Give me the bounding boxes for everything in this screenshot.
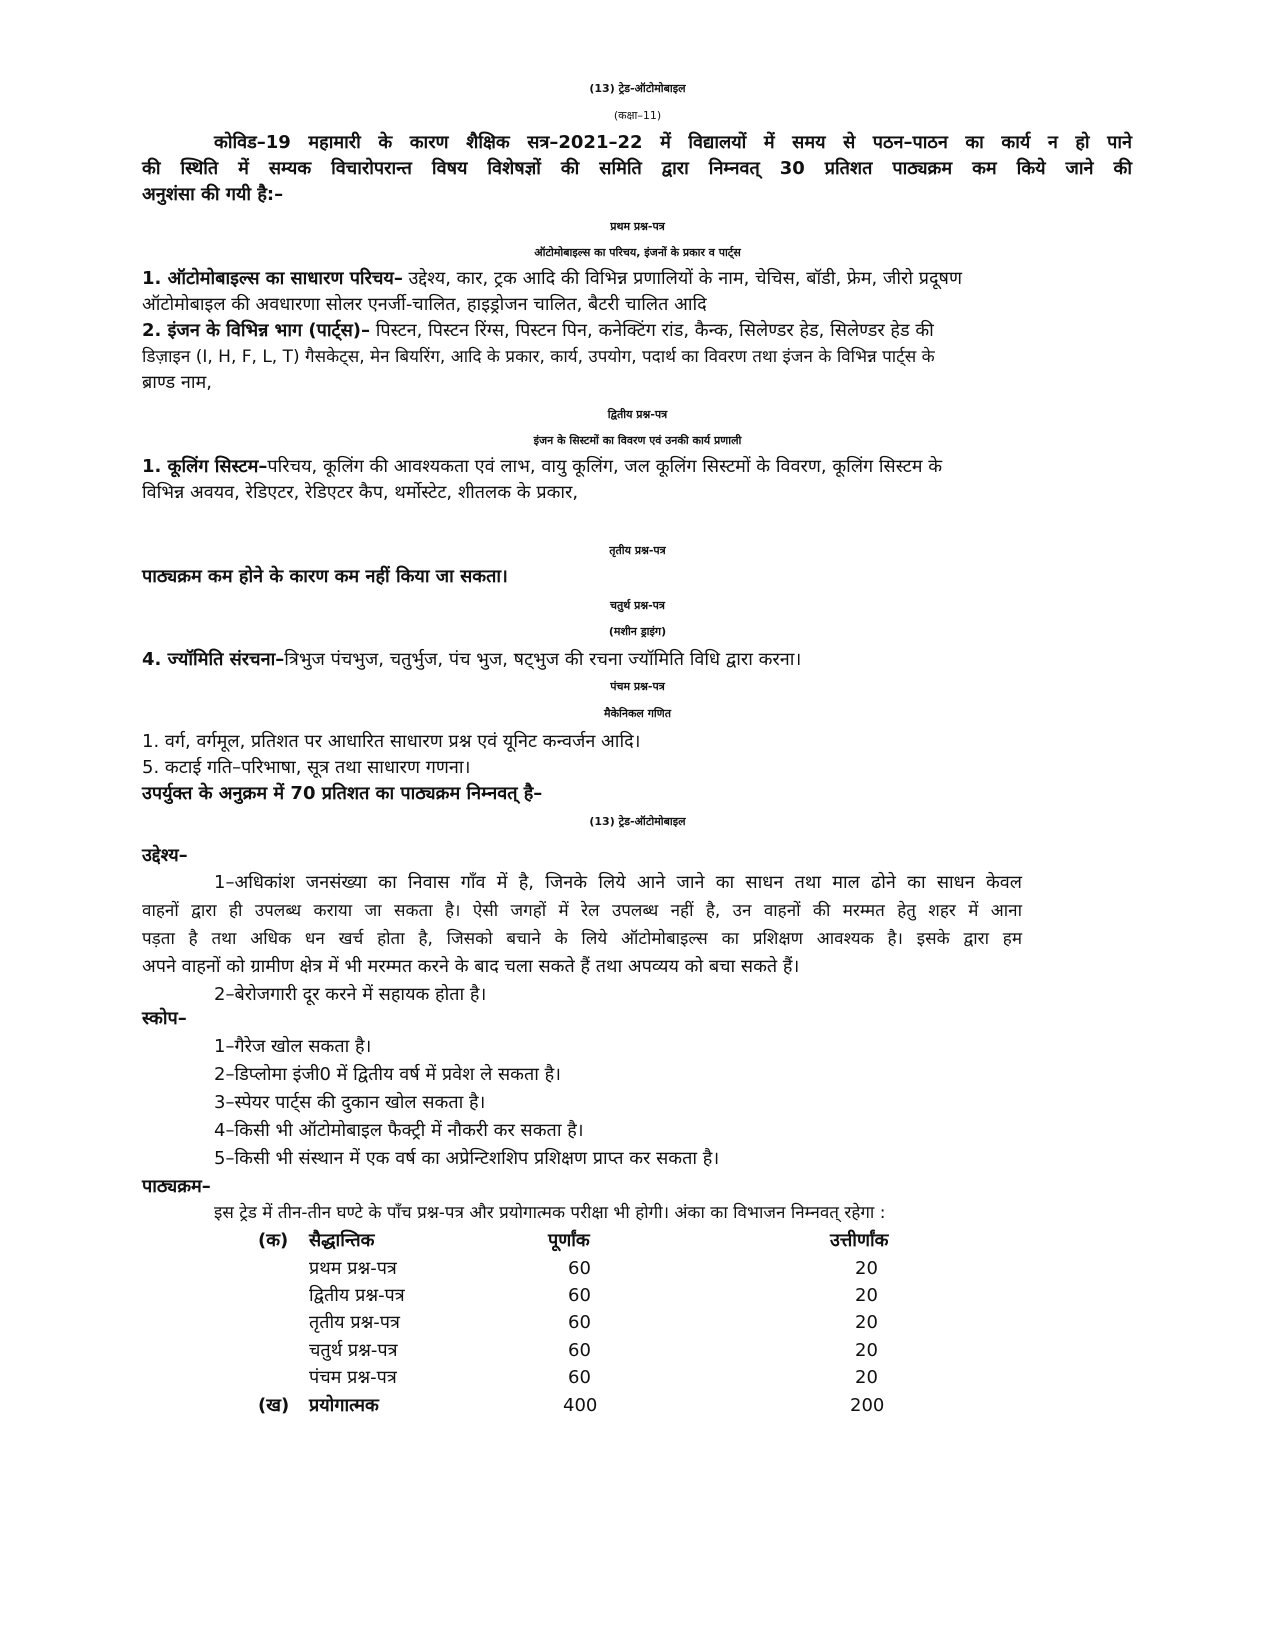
class-label: (कक्षा–11)	[613, 109, 662, 122]
scope-item: 3–स्पेयर पार्ट्स की दुकान खोल सकता है।	[214, 1092, 486, 1113]
column-header-pass-marks: उत्तीर्णांक	[830, 1230, 889, 1251]
scope-item: 4–किसी भी ऑटोमोबाइल फैक्ट्री में नौकरी कर सकता है।	[214, 1120, 584, 1141]
syllabus-intro: इस ट्रेड में तीन-तीन घण्टे के पाँच प्रश्न-पत्र और प्रयोगात्मक परीक्षा भी होगी। अंका का विभाजन निम्नवत् रहेगा :	[214, 1203, 886, 1223]
objective-line-3: पड़ता है तथा अधिक धन खर्च होता है, जिसको बचाने के लिये ऑटोमोबाइल्स का प्रशिक्षण आवश्यक है। इसके द्वारा हम	[142, 929, 1022, 949]
objective-line-4: अपने वाहनों को ग्रामीण क्षेत्र में भी मरम्मत करने के बाद चला सकते हैं तथा अपव्यय को बचा सकते हैं।	[142, 956, 800, 977]
objective-label: उद्देश्य–	[142, 845, 188, 866]
row-name: तृतीय प्रश्न-पत्र	[309, 1312, 400, 1333]
practical-pass-marks: 200	[850, 1395, 885, 1416]
paper3-heading: तृतीय प्रश्न-पत्र	[609, 544, 666, 557]
row-pass-marks: 20	[855, 1367, 878, 1388]
objective-line-2: वाहनों द्वारा ही उपलब्ध कराया जा सकता है। ऐसी जगहों में रेल उपलब्ध नहीं है, उन वाहनों की मरम्मत हेतु शहर में आना	[142, 901, 1022, 921]
row-full-marks: 60	[568, 1340, 591, 1361]
objective-point-2: 2–बेरोजगारी दूर करने में सहायक होता है।	[214, 984, 487, 1005]
paper2-heading: द्वितीय प्रश्न-पत्र	[607, 408, 668, 421]
row-full-marks: 60	[568, 1367, 591, 1388]
seventy-percent-note: उपर्युक्त के अनुक्रम में 70 प्रतिशत का पाठ्यक्रम निम्नवत् है–	[142, 783, 543, 804]
page-title: (13) ट्रेड-ऑटोमोबाइल	[589, 82, 686, 95]
paper2-subheading: इंजन के सिस्टमों का विवरण एवं उनकी कार्य प्रणाली	[533, 434, 742, 447]
paper5-item1: 1. वर्ग, वर्गमूल, प्रतिशत पर आधारित साधारण प्रश्न एवं यूनिट कन्वर्जन आदि।	[142, 731, 641, 752]
intro-line-1: कोविड–19 महामारी के कारण शैक्षिक सत्र–2021–22 में विद्यालयों में समय से पठन–पाठन का कार्य न हो पाने	[214, 132, 1132, 153]
paper2-item1-label: 1. कूलिंग सिस्टम–	[142, 456, 268, 477]
paper1-item2-text: पिस्टन, पिस्टन रिंग्स, पिस्टन पिन, कनेक्टिंग रांड, कैन्क, सिलेण्डर हेड, सिलेण्डर हेड की	[369, 320, 934, 341]
paper4-item-label: 4. ज्यॉमिति संरचना–	[142, 649, 285, 670]
scope-item: 2–डिप्लोमा इंजी0 में द्वितीय वर्ष में प्रवेश ले सकता है।	[214, 1064, 562, 1085]
row-pass-marks: 20	[855, 1312, 878, 1333]
paper1-item1-label: 1. ऑटोमोबाइल्स का साधारण परिचय–	[142, 268, 403, 289]
intro-line-3: अनुशंसा की गयी है:–	[142, 184, 284, 205]
row-pass-marks: 20	[855, 1258, 878, 1279]
paper3-note: पाठ्यक्रम कम होने के कारण कम नहीं किया जा सकता।	[142, 566, 508, 587]
paper1-item2	[142, 318, 934, 344]
scope-label: स्कोप–	[142, 1008, 187, 1029]
marker-b: (ख)	[258, 1395, 290, 1416]
paper2-item1	[142, 454, 942, 480]
paper2-item1-line2: विभिन्न अवयव, रेडिएटर, रेडिएटर कैप, थर्मोस्टेट, शीतलक के प्रकार,	[142, 482, 579, 503]
paper1-item1	[142, 266, 962, 292]
paper1-item2-label: 2. इंजन के विभिन्न भाग (पार्ट्स)–	[142, 320, 370, 341]
paper5-heading: पंचम प्रश्न-पत्र	[610, 680, 665, 693]
column-header-theory: सैद्धान्तिक	[309, 1230, 375, 1251]
scope-item: 5–किसी भी संस्थान में एक वर्ष का अप्रेन्टिशशिप प्रशिक्षण प्राप्त कर सकता है।	[214, 1148, 720, 1169]
column-header-full-marks: पूर्णांक	[548, 1230, 590, 1251]
paper1-item1-line2: ऑटोमोबाइल की अवधारणा सोलर एनर्जी-चालित, हाइड्रोजन चालित, बैटरी चालित आदि	[142, 294, 707, 315]
paper1-item2-line2: डिज़ाइन (I, H, F, L, T) गैसकेट्स, मेन बियरिंग, आदि के प्रकार, कार्य, उपयोग, पदार्थ का विवरण तथा इंजन के विभिन्न पार्ट्स के	[142, 347, 935, 367]
paper2-item1-text: परिचय, कूलिंग की आवश्यकता एवं लाभ, वायु कूलिंग, जल कूलिंग सिस्टमों के विवरण, कूलिंग सिस्टम के	[267, 456, 943, 477]
paper4-item-text: त्रिभुज पंचभुज, चतुर्भुज, पंच भुज, षट्भुज की रचना ज्यॉमिति विधि द्वारा करना।	[284, 649, 802, 670]
objective-line-1: 1–अधिकांश जनसंख्या का निवास गाँव में है, जिनके लिये आने जाने का साधन तथा माल ढोने का साधन केवल	[214, 872, 1022, 893]
row-name: प्रथम प्रश्न-पत्र	[309, 1258, 397, 1279]
row-full-marks: 60	[568, 1285, 591, 1306]
row-full-marks: 60	[568, 1258, 591, 1279]
scope-item: 1–गैरेज खोल सकता है।	[214, 1036, 372, 1057]
row-name: चतुर्थ प्रश्न-पत्र	[309, 1340, 398, 1361]
row-full-marks: 60	[568, 1312, 591, 1333]
paper1-subheading: ऑटोमोबाइल्स का परिचय, इंजनों के प्रकार व पार्ट्स	[534, 246, 741, 259]
paper4-heading: चतुर्थ प्रश्न-पत्र	[609, 599, 666, 612]
practical-label: प्रयोगात्मक	[309, 1395, 379, 1416]
practical-full-marks: 400	[563, 1395, 598, 1416]
paper5-subheading: मैकेनिकल गणित	[604, 707, 671, 720]
intro-line-2: की स्थिति में सम्यक विचारोपरान्त विषय विशेषज्ञों की समिति द्वारा निम्नवत् 30 प्रतिशत पाठ्यक्रम कम किये जाने की	[142, 158, 1132, 179]
row-pass-marks: 20	[855, 1285, 878, 1306]
section-title: (13) ट्रेड-ऑटोमोबाइल	[589, 815, 686, 828]
paper4-item	[142, 647, 801, 673]
paper1-item2-line3: ब्राण्ड नाम,	[142, 372, 212, 393]
paper1-item1-text: उद्देश्य, कार, ट्रक आदि की विभिन्न प्रणालियों के नाम, चेचिस, बॉडी, फ्रेम, जीरो प्रदूषण	[402, 268, 962, 289]
row-pass-marks: 20	[855, 1340, 878, 1361]
syllabus-label: पाठ्यक्रम–	[142, 1176, 211, 1197]
row-name: द्वितीय प्रश्न-पत्र	[309, 1285, 405, 1306]
row-name: पंचम प्रश्न-पत्र	[309, 1367, 397, 1388]
marker-a: (क)	[258, 1230, 289, 1251]
paper4-subheading: (मशीन ड्राइंग)	[608, 625, 667, 638]
paper1-heading: प्रथम प्रश्न-पत्र	[610, 220, 665, 233]
paper5-item5: 5. कटाई गति–परिभाषा, सूत्र तथा साधारण गणना।	[142, 757, 471, 778]
